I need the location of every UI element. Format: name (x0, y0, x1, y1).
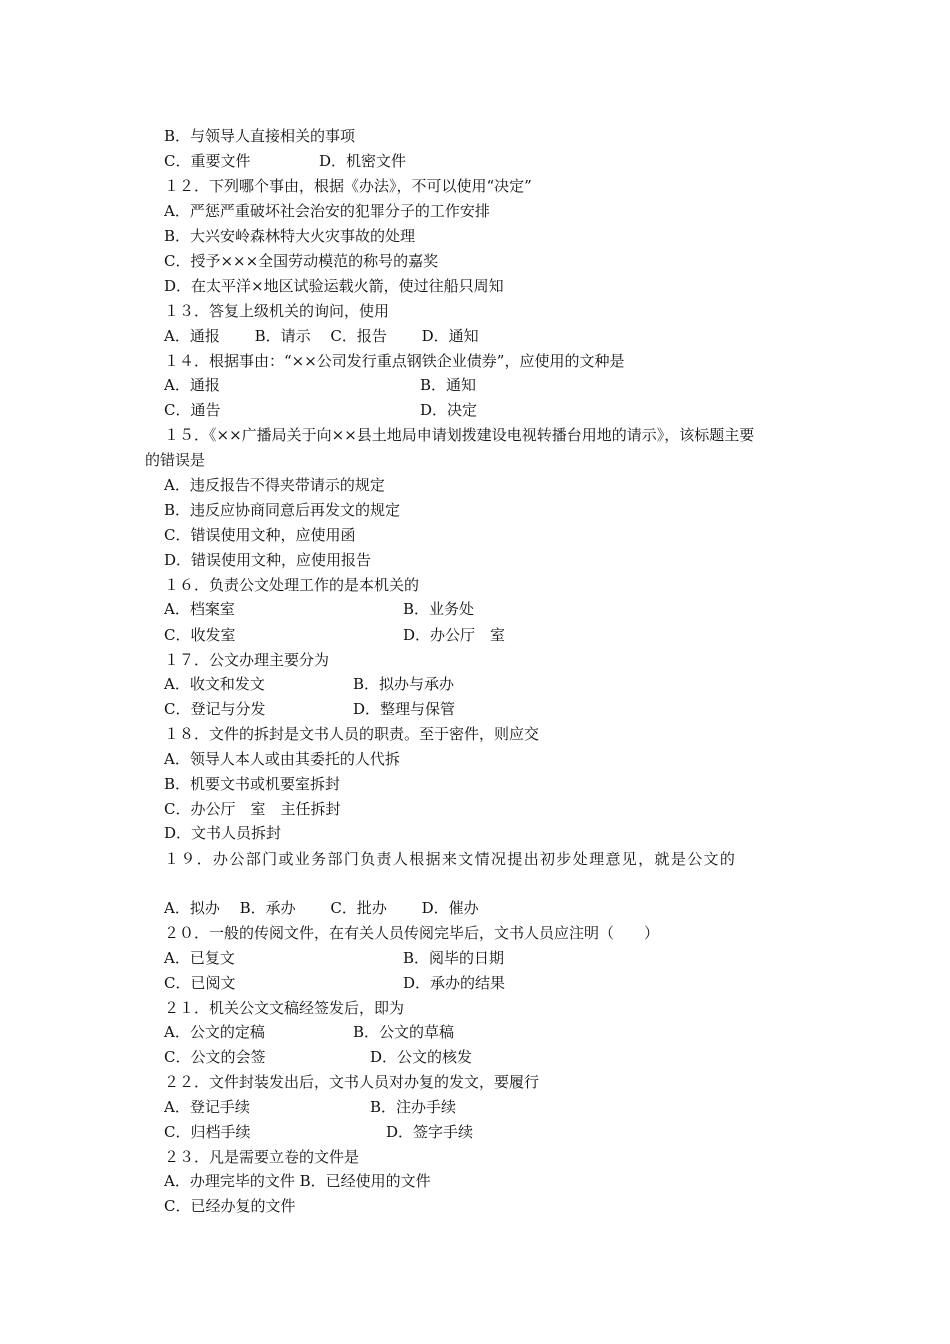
option-line: C．通告 (164, 401, 221, 419)
question-19: １９．办公部门或业务部门负责人根据来文情况提出初步处理意见，就是公文的 (164, 850, 737, 868)
option-line: B．公文的草稿 (353, 1023, 455, 1041)
option-line: B．机要文书或机要室拆封 (164, 775, 341, 793)
question-15: １５．《××广播局关于向××县土地局申请划拨建设电视转播台用地的请示》，该标题主要 (164, 426, 755, 444)
option-line: C．错误使用文种，应使用函 (164, 526, 356, 544)
option-line: A．通报 (164, 376, 220, 394)
question-22: ２２．文件封装发出后，文书人员对办复的发文，要履行 (164, 1073, 540, 1091)
option-line: A．公文的定稿 (164, 1023, 265, 1041)
option-line: B．与领导人直接相关的事项 (164, 127, 356, 145)
option-line: B．拟办与承办 (353, 675, 455, 693)
question-16: １６．负责公文处理工作的是本机关的 (164, 576, 420, 594)
option-line: B．业务处 (403, 600, 475, 618)
option-line: D．在太平洋×地区试验运载火箭，使过往船只周知 (164, 277, 504, 295)
option-line: A．档案室 (164, 600, 235, 618)
option-line: B．注办手续 (370, 1098, 457, 1116)
option-line: B．阅毕的日期 (403, 949, 505, 967)
option-line: A．领导人本人或由其委托的人代拆 (164, 750, 400, 768)
option-line: A．登记手续 (164, 1098, 250, 1116)
option-line: A．通报 B．请示 C．报告 D．通知 (164, 327, 479, 345)
option-line: C．已经办复的文件 (164, 1197, 296, 1215)
question-17: １７．公文办理主要分为 (164, 651, 330, 669)
option-line: C．重要文件 (164, 152, 251, 170)
option-line: C．已阅文 (164, 974, 236, 992)
option-line: A．办理完毕的文件 B．已经使用的文件 (164, 1172, 431, 1190)
question-15-continued: 的错误是 (145, 451, 206, 469)
option-line: C．登记与分发 (164, 700, 266, 718)
option-line: C．收发室 (164, 626, 236, 644)
option-line: D．文书人员拆封 (164, 824, 282, 842)
option-line: D．错误使用文种，应使用报告 (164, 551, 372, 569)
option-line: A．违反报告不得夹带请示的规定 (164, 476, 385, 494)
option-line: C．公文的会签 (164, 1048, 266, 1066)
option-line: D．承办的结果 (403, 974, 506, 992)
option-line: B．违反应协商同意后再发文的规定 (164, 501, 401, 519)
question-12: １２．下列哪个事由，根据《办法》，不可以使用“决定” (164, 177, 532, 195)
option-line: A．拟办 B．承办 C．批办 D．催办 (164, 899, 479, 917)
option-line: C．授予×××全国劳动模范的称号的嘉奖 (164, 252, 439, 270)
option-line: D．机密文件 (319, 152, 407, 170)
option-line: A．严惩严重破坏社会治安的犯罪分子的工作安排 (164, 202, 490, 220)
question-21: ２１．机关公文文稿经签发后，即为 (164, 999, 405, 1017)
option-line: A．已复文 (164, 949, 235, 967)
option-line: D．整理与保管 (353, 700, 456, 718)
option-line: A．收文和发文 (164, 675, 265, 693)
option-line: D．公文的核发 (370, 1048, 473, 1066)
question-13: １３．答复上级机关的询问，使用 (164, 302, 390, 320)
option-line: D．签字手续 (386, 1123, 474, 1141)
option-line: D．决定 (420, 401, 478, 419)
question-14: １４．根据事由：“××公司发行重点钢铁企业债券”，应使用的文种是 (164, 352, 625, 370)
option-line: C．办公厅 室 主任拆封 (164, 800, 341, 818)
option-line: B．通知 (420, 376, 477, 394)
option-line: D．办公厅 室 (403, 626, 506, 644)
option-line: C．归档手续 (164, 1123, 251, 1141)
question-20: ２０．一般的传阅文件，在有关人员传阅完毕后，文书人员应注明（ ） (164, 924, 660, 942)
question-23: ２３．凡是需要立卷的文件是 (164, 1148, 360, 1166)
question-18: １８．文件的拆封是文书人员的职责。至于密件，则应交 (164, 725, 540, 743)
option-line: B．大兴安岭森林特大火灾事故的处理 (164, 227, 416, 245)
